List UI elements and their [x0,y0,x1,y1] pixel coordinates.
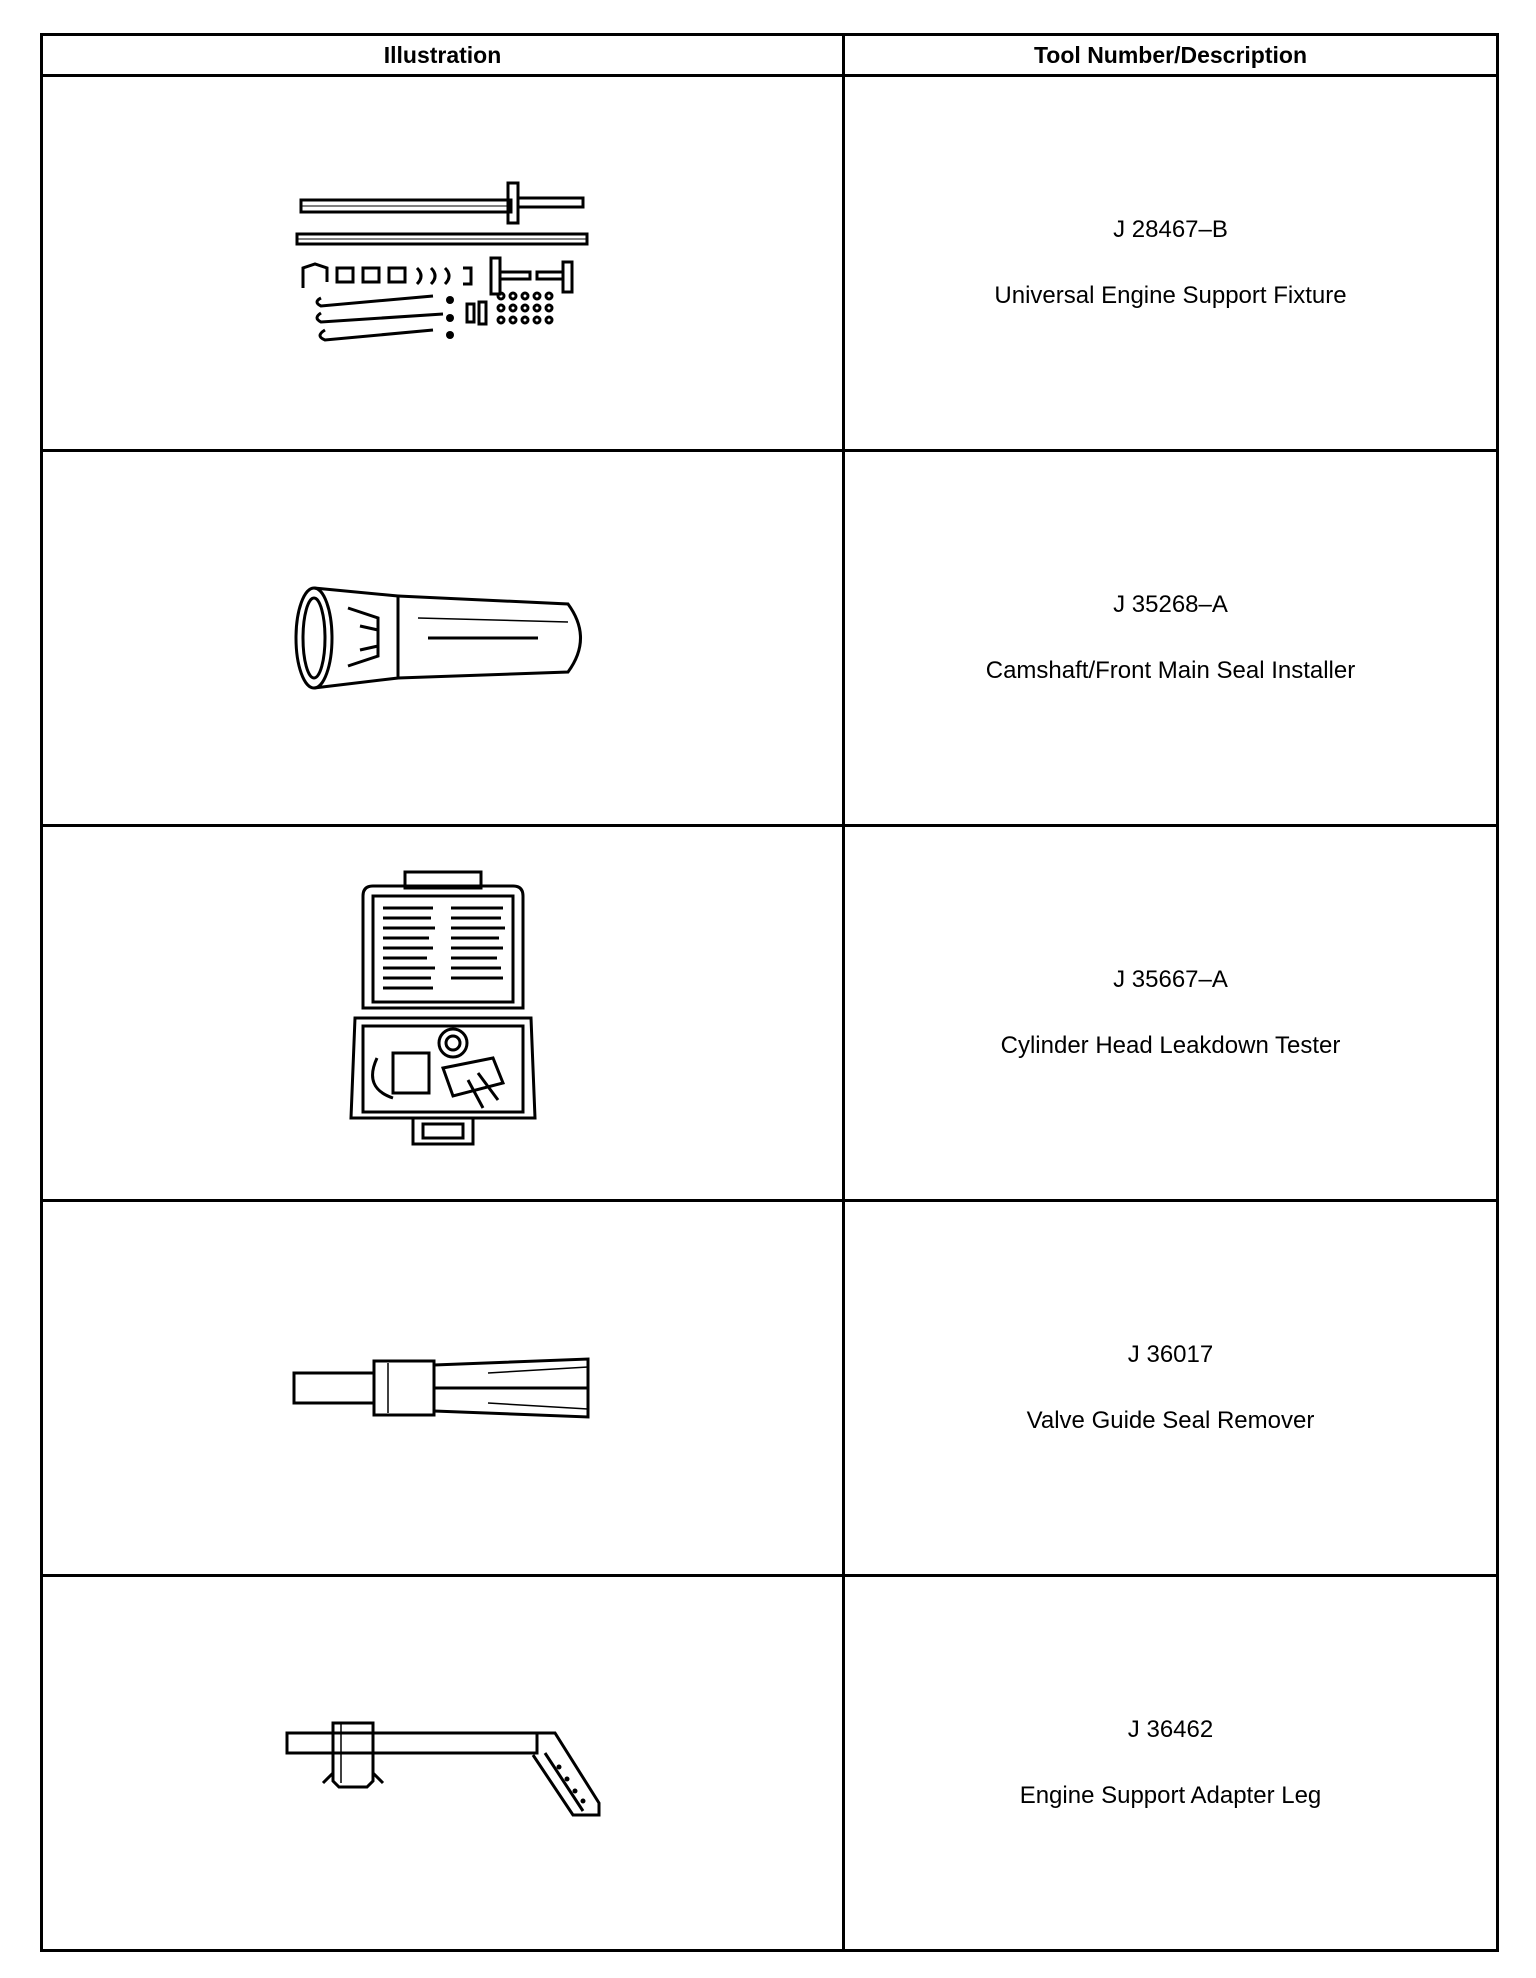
header-row [42,35,1498,76]
illustration-header: Illustration [42,35,844,76]
tool-description: Engine Support Adapter Leg [1019,1782,1322,1809]
tools-table [40,33,1499,1952]
tool-number: J 35667–A [1113,966,1228,993]
engine-support-fixture-icon [293,178,593,348]
description-cell [844,1201,1498,1576]
description-header: Tool Number/Description [844,35,1498,76]
table-row [42,76,1498,451]
description-cell [844,451,1498,826]
tool-description: Valve Guide Seal Remover [1026,1407,1315,1434]
table-row [42,451,1498,826]
illustration-cell [42,826,844,1201]
illustration-cell [42,1201,844,1576]
valve-seal-remover-icon [288,1353,598,1423]
table-row [42,1201,1498,1576]
tool-number: J 28467–B [1113,216,1228,243]
tool-description: Camshaft/Front Main Seal Installer [985,657,1356,684]
description-cell [844,826,1498,1201]
tool-number: J 36462 [1127,1716,1214,1743]
tool-description: Cylinder Head Leakdown Tester [1000,1032,1341,1059]
adapter-leg-icon [283,1703,603,1823]
description-cell [844,1576,1498,1951]
table-row [42,826,1498,1201]
tool-number: J 36017 [1127,1341,1214,1368]
leakdown-tester-icon [343,868,543,1158]
illustration-cell [42,451,844,826]
tool-number: J 35268–A [1113,591,1228,618]
seal-installer-icon [288,578,598,698]
illustration-cell [42,76,844,451]
tool-description: Universal Engine Support Fixture [994,282,1347,309]
table-row [42,1576,1498,1951]
description-cell [844,76,1498,451]
illustration-cell [42,1576,844,1951]
